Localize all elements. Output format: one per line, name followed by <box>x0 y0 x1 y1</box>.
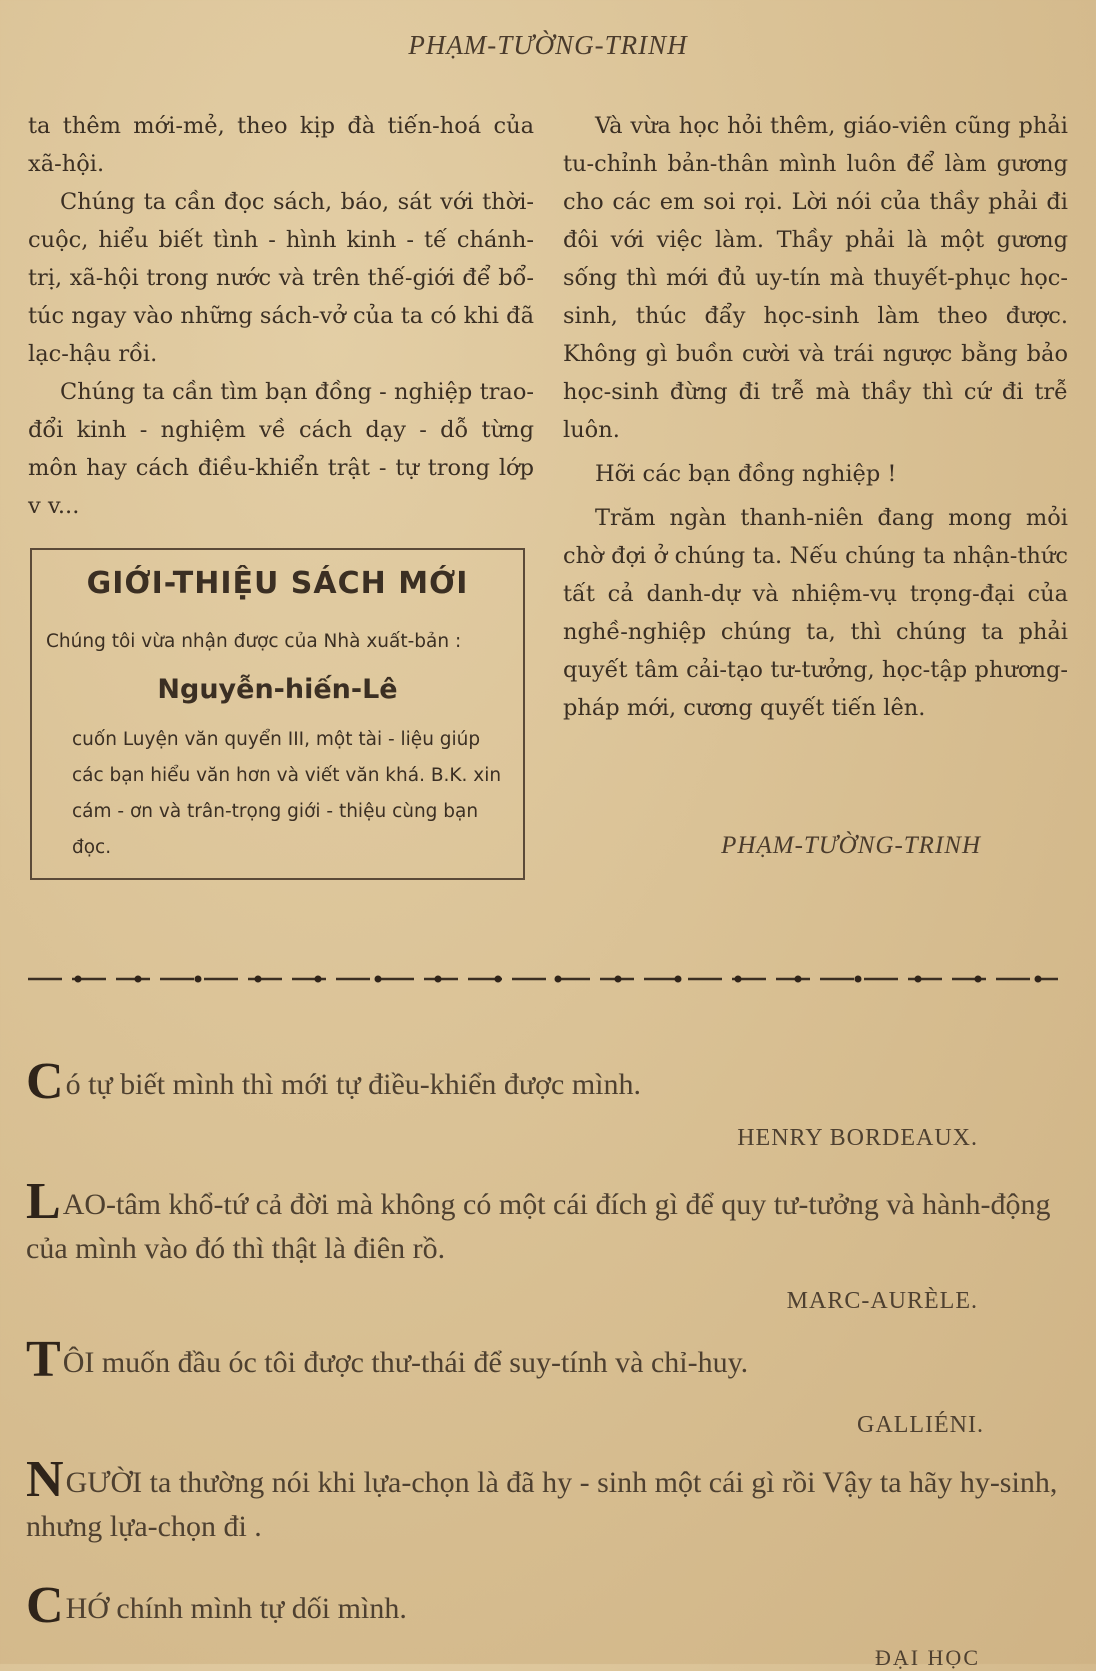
quote-5 <box>26 1577 1066 1634</box>
article-right-column <box>563 107 1068 727</box>
left-paragraph-3: Chúng ta cần tìm bạn đồng - nghiệp trao-đổi kinh - nghiệm về cách dạy - dỗ từng môn hay cách điều-khiển trật - tự trong lớp v v... <box>28 379 534 519</box>
decorative-divider <box>28 972 1058 986</box>
quote-1-author: HENRY BORDEAUX. <box>737 1125 978 1151</box>
quote-1-initial: C <box>26 1053 64 1110</box>
quote-5-initial: C <box>26 1577 64 1634</box>
quote-3-author: GALLIÉNI. <box>857 1412 984 1438</box>
box-intro-text: Chúng tôi vừa nhận được của Nhà xuất-bản : <box>46 631 462 652</box>
right-paragraph-1: Và vừa học hỏi thêm, giáo-viên cũng phải tu-chỉnh bản-thân mình luôn để làm gương cho các em soi rọi. Lời nói của thầy phải đi đôi với việc làm. Thầy phải là một gương sống thì mới đủ uy-tín mà thuyết-phục học-sinh, thúc đẩy học-sinh làm theo được. Không gì buồn cười và trái ngược bằng bảo học-sinh đừng đi trễ mà thầy thì cứ đi trễ luôn. <box>563 113 1068 443</box>
box-body-text: cuốn Luyện văn quyển III, một tài - liệu giúp các bạn hiểu văn hơn và viết văn khá. B.K. xin cám - ơn và trân-trọng giới - thiệu cùng bạn đọc. <box>72 729 502 858</box>
quote-3 <box>26 1331 1066 1388</box>
left-paragraph-2: Chúng ta cần đọc sách, báo, sát với thời-cuộc, hiểu biết tình - hình kinh - tế chánh-trị, xã-hội trong nước và trên thế-giới để bổ-túc ngay vào những sách-vở của ta có khi đã lạc-hậu rồi. <box>28 189 534 367</box>
quote-1 <box>26 1053 1066 1110</box>
quote-4 <box>26 1451 1066 1549</box>
quote-2-initial: L <box>26 1173 61 1230</box>
quote-2 <box>26 1173 1066 1271</box>
quote-5-text: HỚ chính mình tự dối mình. <box>65 1592 407 1625</box>
quote-4-text: GƯỜI ta thường nói khi lựa-chọn là đã hy - sinh một cái gì rồi Vậy ta hãy hy-sinh, nhưng lựa-chọn đi . <box>26 1466 1058 1543</box>
quote-3-initial: T <box>26 1331 61 1388</box>
left-paragraph-1: ta thêm mới-mẻ, theo kịp đà tiến-hoá của xã-hội. <box>28 113 534 177</box>
running-head: PHẠM-TƯỜNG-TRINH <box>408 30 688 60</box>
quote-2-author: MARC-AURÈLE. <box>786 1288 978 1314</box>
right-paragraph-3: Trăm ngàn thanh-niên đang mong mỏi chờ đợi ở chúng ta. Nếu chúng ta nhận-thức tất cả danh-dự và nhiệm-vụ trọng-đại của nghề-nghiệp chúng ta, thì chúng ta phải quyết tâm cải-tạo tư-tưởng, học-tập phương-pháp mới, cương quyết tiến lên. <box>563 505 1068 721</box>
quote-3-text: ÔI muốn đầu óc tôi được thư-thái để suy-tính và chỉ-huy. <box>62 1346 749 1379</box>
page-footer: ĐẠI HỌC <box>874 1645 980 1670</box>
quote-4-initial: N <box>26 1451 64 1508</box>
quote-2-text: AO-tâm khổ-tứ cả đời mà không có một cái đích gì để quy tư-tưởng và hành-động của mình vào đó thì thật là điên rồ. <box>26 1188 1051 1265</box>
box-title: GIỚI-THIỆU SÁCH MỚI <box>86 566 469 601</box>
right-paragraph-2: Hỡi các bạn đồng nghiệp ! <box>595 461 897 487</box>
box-publisher-name: Nguyễn-hiến-Lê <box>157 674 398 705</box>
quote-1-text: ó tự biết mình thì mới tự điều-khiển được mình. <box>65 1068 642 1101</box>
book-intro-box <box>30 548 525 880</box>
article-signature: PHẠM-TƯỜNG-TRINH <box>721 832 981 859</box>
article-left-column <box>28 107 534 525</box>
